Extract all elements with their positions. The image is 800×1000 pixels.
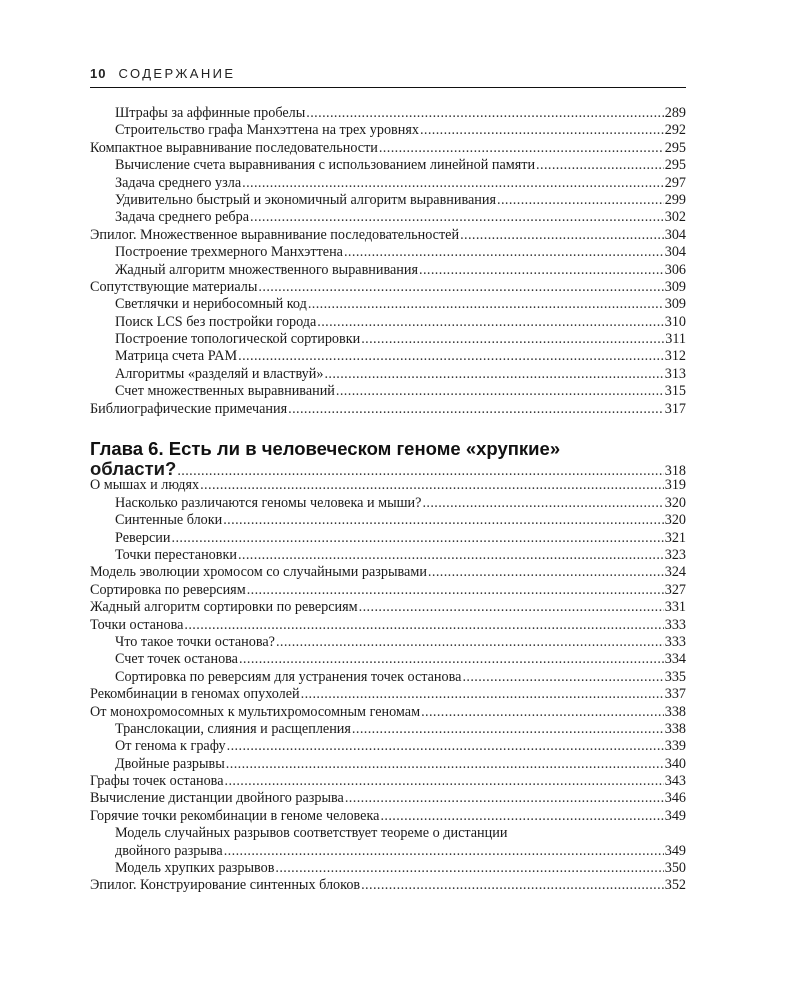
toc-entry-page: 340 (664, 755, 686, 772)
toc-entry-page: 304 (664, 244, 686, 261)
toc-entry-title: Двойные разрывы (115, 755, 225, 772)
toc-subentry[interactable] (90, 547, 686, 564)
table-of-contents (90, 105, 686, 895)
dot-leader (359, 599, 664, 616)
dot-leader (275, 860, 663, 877)
toc-entry[interactable] (90, 704, 686, 721)
dot-leader (379, 140, 664, 157)
chapter-page: 318 (664, 463, 686, 480)
toc-entry-page: 352 (664, 877, 686, 894)
chapter-title-line1: Глава 6. Есть ли в человеческом геноме «хрупкие» (90, 438, 561, 460)
toc-entry[interactable] (90, 582, 686, 599)
toc-entry-page: 323 (664, 546, 686, 563)
toc-entry-page: 335 (664, 668, 686, 685)
toc-entry-title: Вычисление дистанции двойного разрыва (90, 790, 344, 807)
toc-entry-page: 321 (664, 529, 686, 546)
toc-entry-page: 299 (664, 191, 686, 208)
toc-entry-title: Светлячки и нерибосомный код (115, 296, 307, 313)
dot-leader (223, 512, 663, 529)
chapter-title-row (90, 458, 686, 480)
toc-subentry[interactable] (90, 738, 686, 755)
toc-entry-title: Рекомбинации в геномах опухолей (90, 686, 300, 703)
toc-entry[interactable] (90, 617, 686, 634)
toc-entry-page: 343 (664, 773, 686, 790)
toc-entry[interactable] (90, 877, 686, 894)
dot-leader (422, 495, 663, 512)
dot-leader (184, 617, 663, 634)
dot-leader (301, 686, 664, 703)
toc-entry[interactable] (90, 599, 686, 616)
toc-subentry[interactable] (90, 756, 686, 773)
toc-entry[interactable] (90, 808, 686, 825)
toc-entry-page: 338 (664, 703, 686, 720)
toc-entry-page: 309 (664, 278, 686, 295)
chapter-heading[interactable] (90, 438, 686, 480)
toc-entry-title: Строительство графа Манхэттена на трех уровнях (115, 122, 419, 139)
toc-entry-title: Построение трехмерного Манхэттена (115, 244, 343, 261)
toc-entry-title[interactable]: Модель случайных разрывов соответствует теореме о дистанции (115, 825, 508, 842)
dot-leader (224, 843, 664, 860)
toc-entry-title: Алгоритмы «разделяй и властвуй» (115, 365, 324, 382)
toc-entry-page: 319 (664, 477, 686, 494)
toc-subentry[interactable] (90, 530, 686, 547)
toc-entry-title: Транслокации, слияния и расщепления (115, 720, 351, 737)
toc-entry-title: Библиографические примечания (90, 400, 288, 417)
toc-entry-title: Модель эволюции хромосом со случайными разрывами (90, 564, 427, 581)
toc-subentry[interactable] (90, 122, 686, 139)
dot-leader (288, 401, 664, 418)
toc-entry-page: 312 (664, 348, 686, 365)
toc-entry-page: 320 (664, 494, 686, 511)
dot-leader (276, 634, 664, 651)
toc-subentry[interactable] (90, 209, 686, 226)
dot-leader (428, 564, 664, 581)
toc-subentry[interactable] (90, 512, 686, 529)
toc-entry-page: 337 (664, 686, 686, 703)
toc-entry[interactable] (90, 477, 686, 494)
toc-subentry[interactable] (90, 331, 686, 348)
toc-entry-page: 311 (665, 331, 686, 348)
dot-leader (421, 704, 664, 721)
dot-leader (345, 790, 664, 807)
toc-entry-title: Компактное выравнивание последовательности (90, 139, 378, 156)
toc-entry-page: 295 (664, 157, 686, 174)
toc-entry-page: 331 (664, 599, 686, 616)
dot-leader (324, 366, 663, 383)
toc-entry-page: 310 (664, 313, 686, 330)
toc-entry-page: 349 (664, 807, 686, 824)
dot-leader (317, 314, 663, 331)
toc-entry-page: 302 (664, 209, 686, 226)
toc-entry-page: 289 (664, 105, 686, 121)
toc-entry-title: Точки останова (90, 616, 184, 633)
toc-entry-title: Эпилог. Конструирование синтенных блоков (90, 877, 361, 894)
toc-entry-title: Что такое точки останова? (115, 633, 275, 650)
dot-leader (242, 175, 664, 192)
dot-leader (172, 530, 664, 547)
toc-section-before (90, 105, 686, 418)
toc-subentry[interactable] (90, 105, 686, 122)
dot-leader (247, 582, 664, 599)
toc-subentry[interactable] (90, 634, 686, 651)
toc-entry-page: 292 (664, 122, 686, 139)
dot-leader (336, 383, 664, 400)
toc-entry-page: 306 (664, 261, 686, 278)
dot-leader (226, 756, 664, 773)
toc-entry-page: 309 (664, 296, 686, 313)
toc-entry-title: Счет множественных выравниваний (115, 383, 335, 400)
toc-entry-page: 346 (664, 790, 686, 807)
toc-entry-title: От монохромосомных к мультихромосомным геномам (90, 703, 421, 720)
toc-entry-page: 295 (664, 139, 686, 156)
toc-entry-page: 317 (664, 400, 686, 417)
toc-entry-title: Построение топологической сортировки (115, 331, 361, 348)
dot-leader (460, 227, 664, 244)
toc-entry-page: 333 (664, 616, 686, 633)
toc-entry-page: 338 (664, 720, 686, 737)
dot-leader (419, 262, 664, 279)
running-header (90, 66, 686, 81)
toc-entry-title: От генома к графу (115, 738, 226, 755)
toc-subentry[interactable] (90, 157, 686, 174)
dot-leader (225, 773, 664, 790)
toc-subentry[interactable] (90, 314, 686, 331)
toc-subentry[interactable] (90, 175, 686, 192)
toc-entry[interactable] (90, 686, 686, 703)
toc-entry-page: 349 (664, 842, 686, 859)
toc-entry-title: Жадный алгоритм сортировки по реверсиям (90, 599, 358, 616)
toc-subentry[interactable] (90, 262, 686, 279)
toc-entry-title: Горячие точки рекомбинации в геноме человека (90, 807, 380, 824)
toc-entry[interactable] (90, 227, 686, 244)
toc-entry-page: 315 (664, 383, 686, 400)
toc-entry-page: 350 (664, 860, 686, 877)
section-title: СОДЕРЖАНИЕ (118, 66, 236, 81)
toc-entry-title: Графы точек останова (90, 773, 224, 790)
toc-entry-title: Задача среднего ребра (115, 209, 250, 226)
toc-entry-page: 297 (664, 174, 686, 191)
toc-entry-title: Насколько различаются геномы человека и мыши? (115, 494, 422, 511)
toc-entry[interactable] (90, 401, 686, 418)
toc-subentry[interactable] (90, 244, 686, 261)
toc-subentry[interactable] (90, 192, 686, 209)
toc-subentry[interactable] (90, 348, 686, 365)
toc-entry[interactable] (90, 140, 686, 157)
toc-entry-title-cont: двойного разрыва (115, 842, 223, 859)
chapter-title-line2: области? (90, 458, 177, 480)
toc-entry-page: 333 (664, 633, 686, 650)
toc-entry-page: 320 (664, 512, 686, 529)
toc-entry-title: Сопутствующие материалы (90, 278, 258, 295)
dot-leader (352, 721, 664, 738)
dot-leader (462, 669, 663, 686)
toc-entry-title: Матрица счета PAM (115, 348, 238, 365)
dot-leader (239, 651, 664, 668)
dot-leader (361, 877, 664, 894)
dot-leader (344, 244, 664, 261)
toc-entry-page: 324 (664, 564, 686, 581)
toc-entry-title: Жадный алгоритм множественного выравнивания (115, 261, 419, 278)
dot-leader (420, 122, 664, 139)
dot-leader (258, 279, 663, 296)
toc-entry[interactable] (90, 773, 686, 790)
toc-entry-title: О мышах и людях (90, 477, 200, 494)
dot-leader (227, 738, 664, 755)
toc-entry-title: Эпилог. Множественное выравнивание последовательностей (90, 226, 460, 243)
toc-subentry[interactable] (90, 296, 686, 313)
toc-entry-title: Вычисление счета выравнивания с использованием линейной памяти (115, 157, 536, 174)
toc-entry-title: Модель хрупких разрывов (115, 860, 275, 877)
toc-entry-title: Сортировка по реверсиям (90, 581, 246, 598)
toc-subentry[interactable] (90, 860, 686, 877)
dot-leader (361, 331, 664, 348)
toc-subentry[interactable] (90, 495, 686, 512)
toc-subentry[interactable] (90, 721, 686, 738)
toc-entry-title: Точки перестановки (115, 546, 237, 563)
toc-entry-title: Поиск LCS без постройки города (115, 313, 317, 330)
toc-entry[interactable] (90, 790, 686, 807)
toc-entry-title: Задача среднего узла (115, 174, 242, 191)
toc-entry-title: Штрафы за аффинные пробелы (115, 105, 306, 121)
toc-entry-title: Удивительно быстрый и экономичный алгоритм выравнивания (115, 191, 497, 208)
toc-entry-page: 313 (664, 365, 686, 382)
dot-leader (238, 348, 664, 365)
toc-section-after (90, 477, 686, 894)
toc-entry[interactable] (90, 843, 686, 860)
toc-subentry[interactable] (90, 669, 686, 686)
dot-leader (497, 192, 664, 209)
toc-entry[interactable] (90, 279, 686, 296)
dot-leader (306, 105, 663, 122)
dot-leader (308, 296, 664, 313)
dot-leader (536, 157, 664, 174)
dot-leader (238, 547, 664, 564)
toc-entry-page: 339 (664, 738, 686, 755)
header-rule (90, 87, 686, 88)
toc-entry-title: Синтенные блоки (115, 512, 223, 529)
toc-subentry[interactable] (90, 383, 686, 400)
dot-leader (380, 808, 663, 825)
toc-entry-page: 304 (664, 226, 686, 243)
toc-entry-title: Счет точек останова (115, 651, 238, 668)
page-number: 10 (90, 66, 107, 81)
toc-entry-title: Сортировка по реверсиям для устранения точек останова (115, 668, 462, 685)
toc-entry-page: 327 (664, 581, 686, 598)
toc-subentry[interactable] (90, 366, 686, 383)
dot-leader (200, 477, 664, 494)
toc-entry[interactable] (90, 564, 686, 581)
toc-subentry[interactable] (90, 651, 686, 668)
toc-entry-title: Реверсии (115, 529, 171, 546)
dot-leader (250, 209, 664, 226)
toc-entry-page: 334 (664, 651, 686, 668)
